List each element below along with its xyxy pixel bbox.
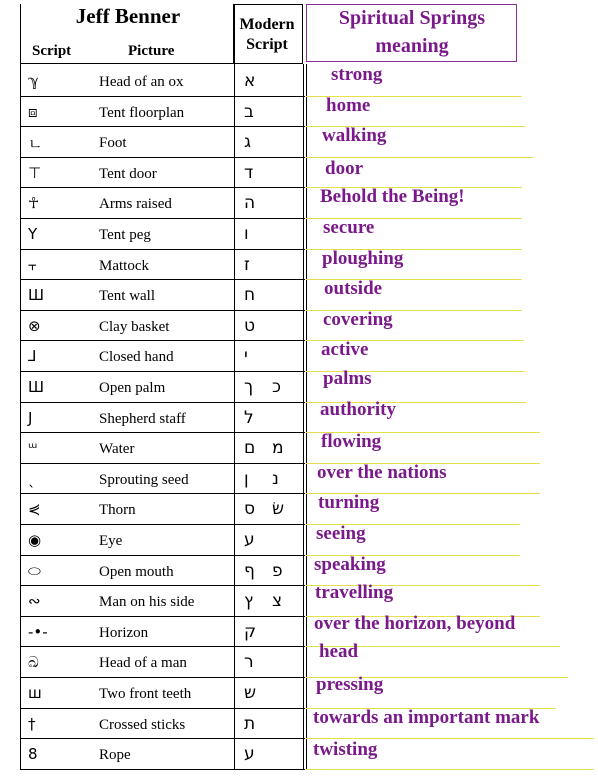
table-row — [0, 553, 598, 587]
table-row — [0, 308, 598, 342]
ancient-script-glyph: ⧈ — [28, 102, 38, 121]
ancient-script-glyph: -•- — [28, 622, 48, 641]
spiritual-meaning: secure — [323, 217, 375, 238]
table-row — [0, 461, 598, 495]
ancient-script-glyph: ⋞ — [28, 500, 41, 519]
spiritual-meaning: travelling — [315, 582, 394, 604]
ancient-script-glyph: Ш — [28, 378, 45, 396]
modern-script-header — [236, 15, 298, 55]
ancient-script-glyph: ℽ — [28, 72, 39, 90]
row-divider — [20, 769, 305, 770]
spiritual-header-line1: Spiritual Springs — [338, 7, 486, 29]
table-row — [0, 368, 598, 403]
ancient-script-glyph: ᵚ — [28, 439, 38, 458]
picture-description: Open mouth — [99, 563, 174, 580]
picture-description: Mattock — [99, 257, 149, 274]
spiritual-meaning: palms — [323, 368, 372, 389]
picture-description: Horizon — [99, 624, 149, 641]
modern-letter: ם — [244, 438, 256, 459]
table-row — [0, 94, 598, 128]
picture-description: Two front teeth — [99, 686, 192, 702]
modern-letter: ג — [244, 132, 252, 153]
table-row — [0, 641, 598, 678]
table-row — [0, 188, 598, 219]
ancient-script-glyph: ⅃ — [28, 347, 37, 366]
modern-letter: ר — [244, 652, 254, 673]
table-row — [0, 280, 598, 311]
picture-description: Clay basket — [99, 318, 170, 335]
picture-description: Eye — [99, 533, 123, 549]
spiritual-meaning: seeing — [316, 523, 366, 544]
modern-letter-alt: מ — [272, 438, 284, 459]
modern-letter: י — [244, 346, 248, 367]
table-row — [0, 341, 598, 372]
modern-letter: ח — [244, 285, 256, 306]
modern-letter: ן — [244, 468, 249, 489]
spiritual-meaning: ploughing — [322, 247, 404, 269]
modern-letter: ש — [244, 683, 257, 703]
spiritual-meaning: speaking — [314, 553, 386, 575]
ancient-script-glyph: Ш — [28, 286, 45, 305]
table-row — [0, 433, 598, 464]
picture-description: Head of a man — [99, 655, 187, 672]
modern-header-line1: Modern — [239, 16, 295, 33]
spiritual-meaning: Behold the Being! — [320, 186, 465, 208]
table-row — [0, 158, 598, 189]
modern-letter: ל — [244, 407, 254, 428]
spiritual-meaning: active — [321, 339, 369, 361]
table-row — [0, 494, 598, 525]
ancient-script-glyph: ⊤ — [28, 163, 42, 182]
spiritual-meaning: pressing — [316, 674, 384, 695]
spiritual-meaning: walking — [322, 125, 387, 147]
spiritual-meaning: over the horizon, beyond — [314, 612, 516, 634]
spiritual-meaning: outside — [324, 278, 383, 300]
table-row — [0, 525, 598, 556]
meaning-underline — [306, 769, 594, 770]
ancient-script-glyph: ⊗ — [28, 316, 41, 335]
spiritual-meaning: door — [325, 157, 363, 179]
modern-letter-alt: צ — [272, 591, 283, 612]
modern-letter: ק — [244, 621, 257, 642]
table-row — [0, 612, 598, 648]
picture-column-header: Picture — [128, 43, 175, 59]
spiritual-meaning: authority — [320, 398, 396, 420]
modern-letter: ה — [244, 193, 256, 214]
picture-description: Thorn — [99, 502, 136, 519]
modern-letter: ב — [244, 101, 254, 122]
ancient-script-glyph: ˎ — [28, 469, 36, 488]
ancient-script-glyph: † — [28, 714, 36, 733]
picture-description: Man on his side — [99, 594, 195, 611]
spiritual-meaning: flowing — [321, 431, 382, 453]
modern-letter-alt: פ — [272, 560, 283, 581]
picture-description: Tent floorplan — [99, 104, 185, 121]
picture-description: Rope — [99, 747, 131, 764]
spiritual-springs-header — [307, 4, 517, 60]
ancient-script-glyph: J — [28, 408, 33, 427]
picture-description: Tent peg — [99, 227, 151, 243]
spiritual-meaning: over the nations — [317, 461, 447, 483]
modern-letter-alt: נ — [272, 468, 279, 489]
table-row — [0, 398, 598, 434]
table-row — [0, 739, 598, 770]
picture-description: Shepherd staff — [99, 410, 186, 427]
ancient-script-glyph: 8 — [28, 745, 38, 764]
ancient-script-glyph: Y — [28, 225, 38, 243]
spiritual-meaning: covering — [323, 308, 393, 330]
picture-description: Crossed sticks — [99, 716, 186, 733]
spiritual-meaning: towards an important mark — [313, 706, 540, 728]
modern-letter: א — [244, 71, 256, 91]
modern-letter: ז — [244, 254, 250, 275]
modern-letter: ע — [244, 744, 255, 765]
ancient-script-glyph: ඛ — [28, 653, 39, 672]
modern-header-line2: Script — [246, 36, 288, 53]
spiritual-meaning: turning — [318, 492, 380, 514]
ancient-script-glyph: ∾ — [28, 592, 41, 611]
picture-description: Sprouting seed — [99, 471, 189, 488]
modern-letter: ף — [244, 560, 255, 581]
modern-letter: ץ — [244, 591, 254, 612]
ancient-script-glyph: ㄴ — [28, 135, 43, 154]
ancient-script-glyph: ☥ — [28, 194, 40, 213]
modern-letter: ט — [244, 315, 256, 336]
picture-description: Open palm — [99, 380, 166, 396]
modern-letter: ת — [244, 713, 256, 734]
ancient-script-glyph: ш — [28, 684, 42, 702]
author-title: Jeff Benner — [75, 4, 181, 28]
picture-description: Water — [99, 441, 135, 458]
table-row — [0, 127, 598, 158]
table-row — [0, 706, 598, 740]
modern-letter: ס — [244, 499, 256, 520]
picture-description: Closed hand — [99, 349, 174, 366]
table-row — [0, 66, 598, 97]
ancient-script-glyph: ◉ — [28, 531, 42, 549]
ancient-script-glyph: ⫟ — [28, 255, 38, 274]
ancient-script-glyph: ⬭ — [28, 561, 41, 580]
modern-letter: ד — [244, 162, 254, 183]
picture-description: Foot — [99, 135, 127, 152]
modern-letter: ך — [244, 377, 254, 397]
spiritual-meaning: home — [326, 94, 371, 116]
spiritual-meaning: twisting — [313, 739, 378, 761]
spiritual-meaning: head — [319, 641, 359, 663]
spiritual-header-line2: meaning — [375, 35, 449, 57]
table-row — [0, 219, 598, 250]
picture-description: Tent wall — [99, 288, 156, 305]
table-row — [0, 247, 598, 281]
modern-letter: ו — [244, 224, 249, 244]
modern-letter-alt: שׂ — [272, 499, 285, 520]
modern-letter: ע — [244, 530, 255, 550]
script-column-header: Script — [32, 43, 72, 59]
picture-description: Tent door — [99, 165, 157, 182]
table-row — [0, 674, 598, 709]
modern-letter-alt: כ — [272, 377, 281, 397]
picture-description: Arms raised — [99, 196, 172, 213]
picture-description: Head of an ox — [99, 74, 184, 90]
spiritual-meaning: strong — [331, 64, 383, 85]
